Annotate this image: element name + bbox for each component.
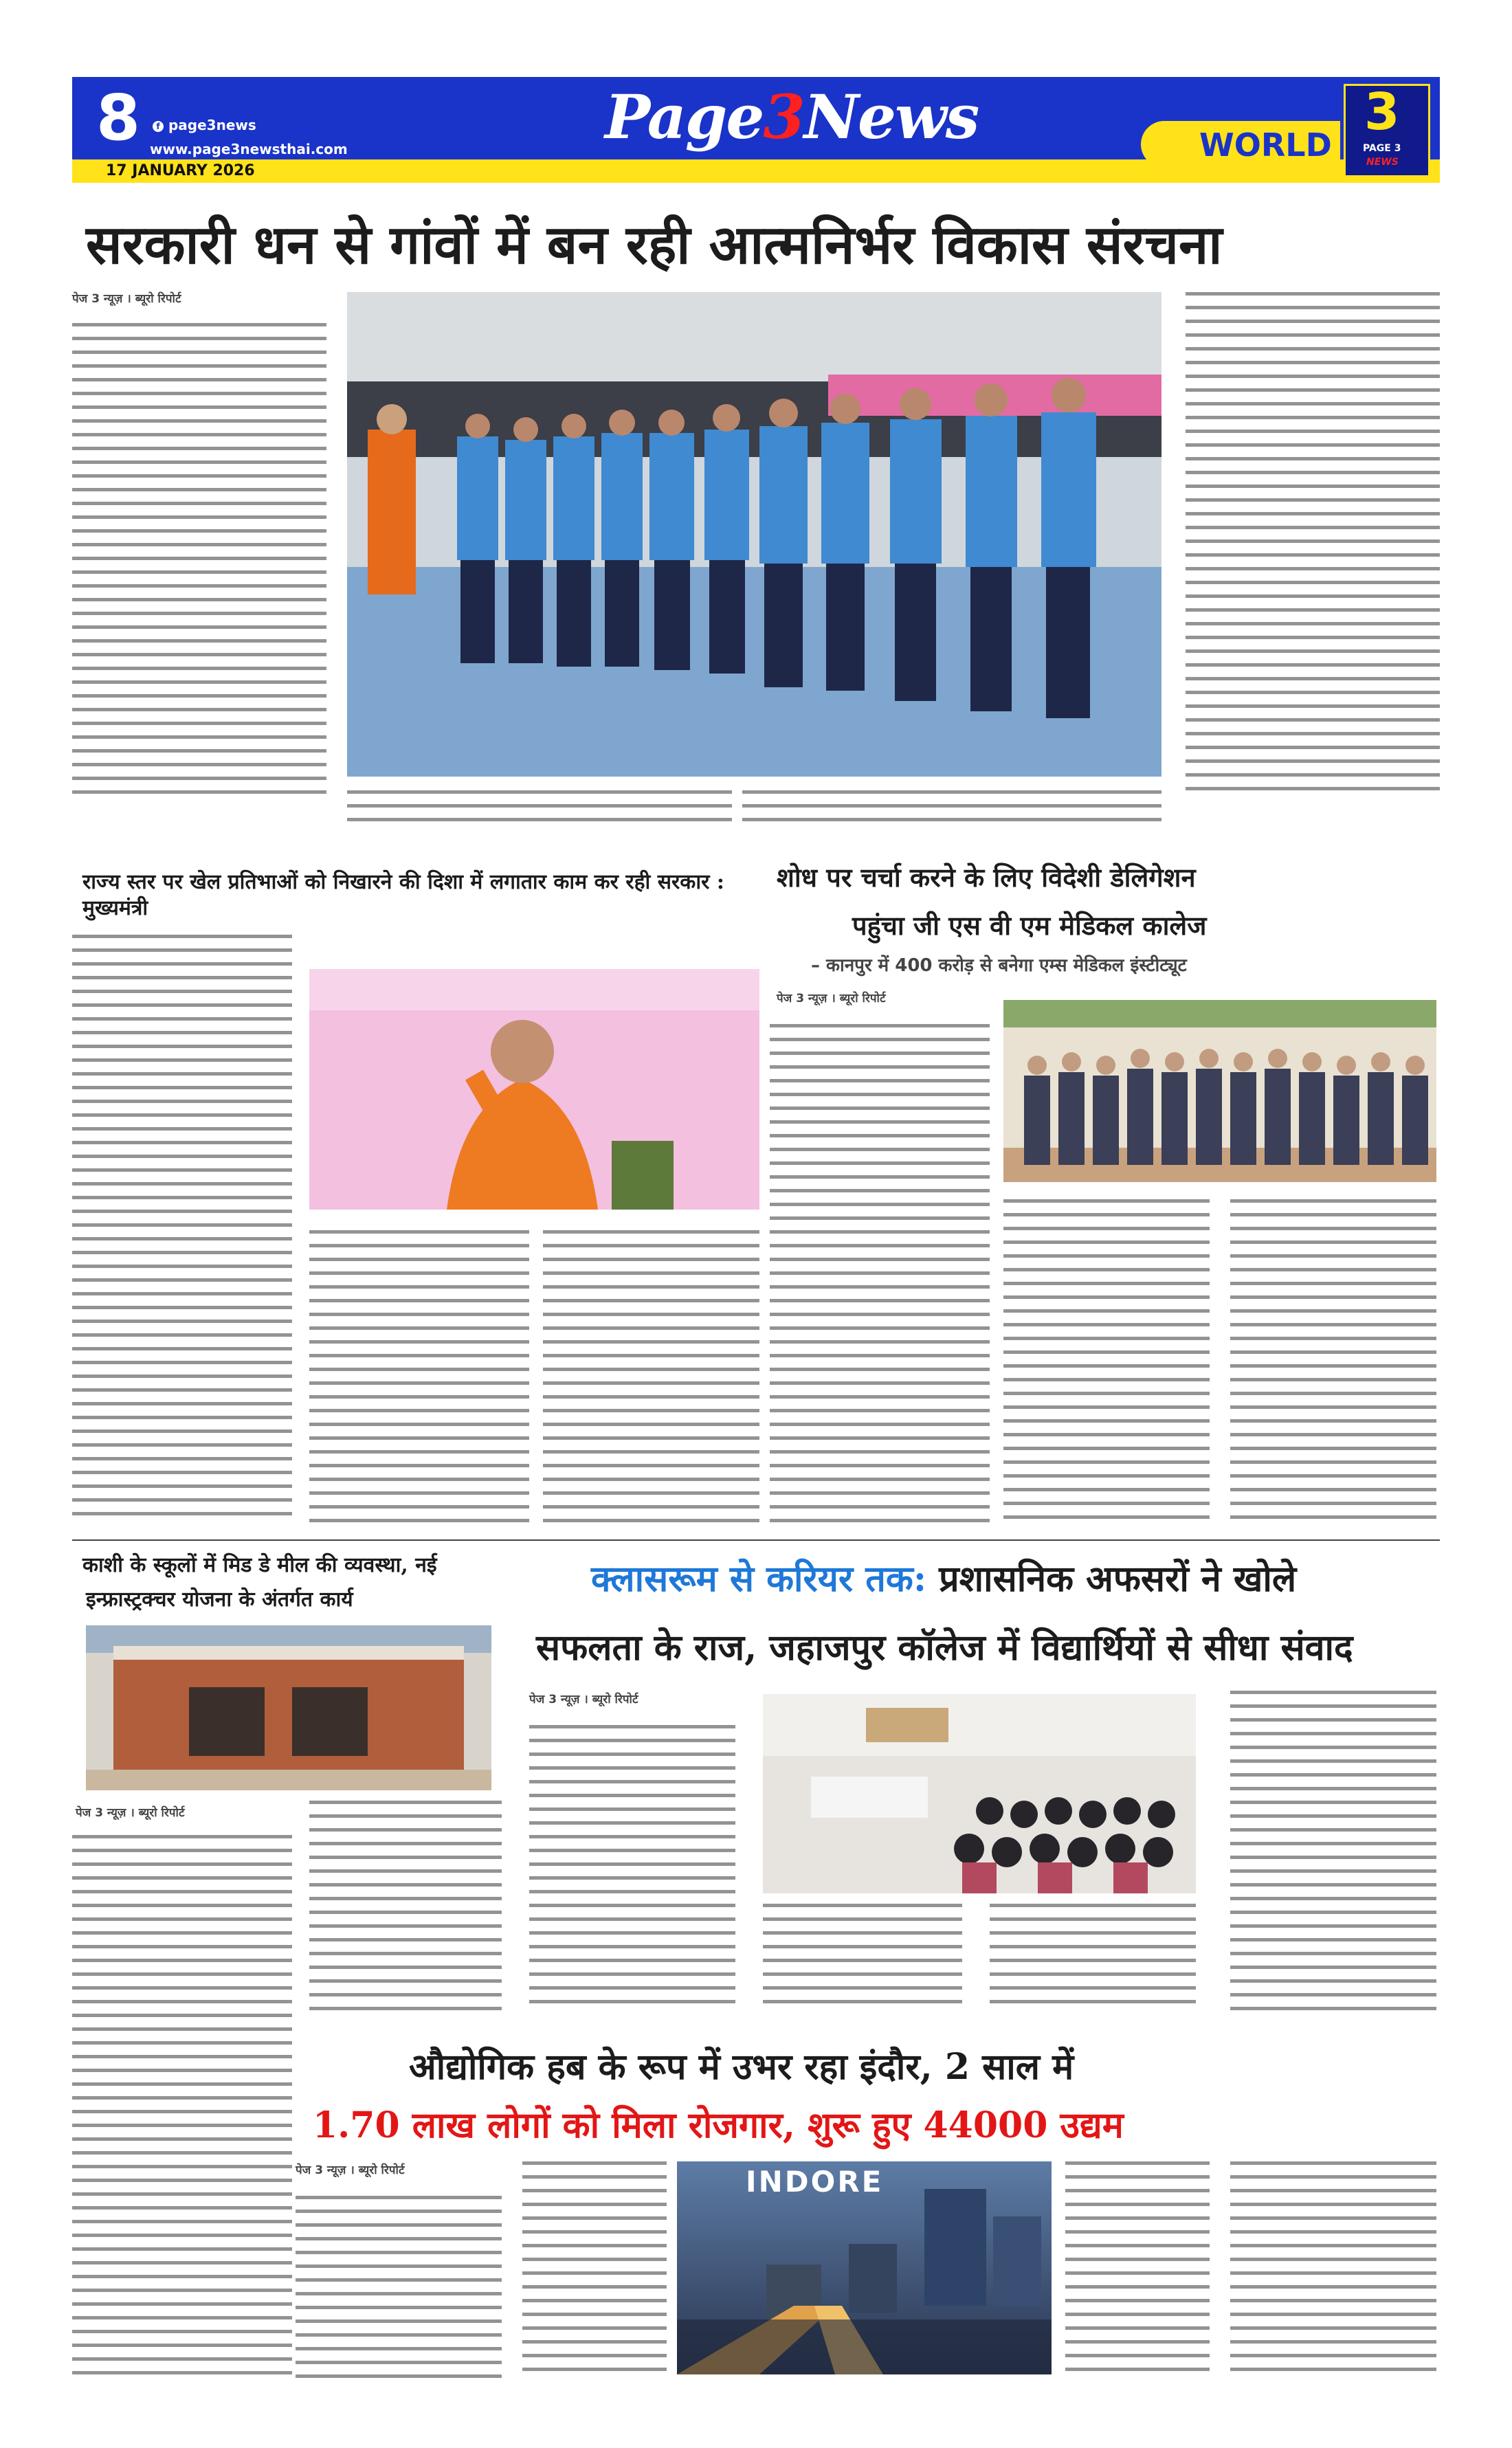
medical-byline: पेज 3 न्यूज़ । ब्यूरो रिपोर्ट <box>777 992 886 1005</box>
building-photo <box>86 1625 491 1790</box>
career-column-3 <box>990 1904 1196 2014</box>
lead-headline: सरकारी धन से गांवों में बन रही आत्मनिर्भर विकास संरचना <box>86 214 1223 276</box>
medical-column-3 <box>1230 1199 1436 1526</box>
indore-column-1 <box>296 2196 502 2378</box>
social-handle <box>153 117 256 133</box>
logo-number: 3 <box>1364 82 1400 142</box>
medical-column-2 <box>1003 1199 1210 1526</box>
logo-news: NEWS <box>1366 157 1399 168</box>
social-handle-text: page3news <box>168 117 256 133</box>
lead-byline: पेज 3 न्यूज़ । ब्यूरो रिपोर्ट <box>72 292 181 306</box>
career-column-4 <box>1230 1691 1436 2014</box>
career-headline-2: सफलता के राज, जहाजपुर कॉलेज में विद्यार्थियों से सीधा संवाद <box>536 1627 1353 1669</box>
sports-team-photo <box>347 292 1161 777</box>
delegation-group-photo <box>1003 1000 1436 1182</box>
yogi-column-3 <box>543 1230 759 1526</box>
medical-headline-1: शोध पर चर्चा करने के लिए विदेशी डेलिगेशन <box>777 862 1196 893</box>
classroom-photo <box>763 1694 1196 1893</box>
career-headline-1 <box>591 1553 1296 1602</box>
indore-column-2 <box>522 2161 667 2378</box>
section-divider <box>72 1539 1440 1541</box>
brand-prefix: Page <box>605 81 764 153</box>
indore-photo-label: INDORE <box>746 2165 884 2199</box>
building-column-2 <box>309 1801 502 2014</box>
career-column-1 <box>529 1725 735 2014</box>
building-headline-2: इन्फ्रास्ट्रक्चर योजना के अंतर्गत कार्य <box>86 1588 353 1612</box>
indore-column-3 <box>1065 2161 1210 2378</box>
medical-column-1 <box>770 1024 990 1526</box>
facebook-icon: f <box>153 121 164 132</box>
newspaper-brand <box>605 81 978 153</box>
lead-column-3 <box>1186 292 1440 794</box>
page-number: 8 <box>96 81 141 155</box>
lead-photo-caption <box>347 790 732 832</box>
career-column-2 <box>763 1904 962 2014</box>
section-label: WORLD <box>1199 126 1332 164</box>
lead-column-1 <box>72 323 326 797</box>
logo-subtitle: PAGE 3 <box>1363 143 1401 154</box>
indore-column-4 <box>1230 2161 1436 2378</box>
yogi-column-2 <box>309 1230 529 1526</box>
building-byline: पेज 3 न्यूज़ । ब्यूरो रिपोर्ट <box>76 1806 185 1820</box>
building-column-1 <box>72 1835 292 2385</box>
medical-headline-2: पहुंचा जी एस वी एम मेडिकल कालेज <box>852 910 1207 941</box>
indore-headline-1: औद्योगिक हब के रूप में उभर रहा इंदौर, 2 साल में <box>409 2046 1074 2088</box>
website-link[interactable]: www.page3newsthai.com <box>150 141 348 157</box>
speaker-photo <box>309 969 759 1210</box>
career-headline-rest: प्रशासनिक अफसरों ने खोले <box>939 1558 1297 1600</box>
yogi-column-1 <box>72 935 292 1526</box>
career-byline: पेज 3 न्यूज़ । ब्यूरो रिपोर्ट <box>529 1693 638 1706</box>
brand-number: 3 <box>763 81 804 153</box>
lead-text-strip <box>742 790 1161 832</box>
medical-subhead: – कानपुर में 400 करोड़ से बनेगा एम्स मेडिकल इंस्टीट्यूट <box>811 955 1187 976</box>
issue-date: 17 JANUARY 2026 <box>102 162 259 179</box>
brand-suffix: News <box>803 81 979 153</box>
indore-headline-2: 1.70 लाख लोगों को मिला रोजगार, शुरू हुए 44000 उद्यम <box>313 2104 1124 2146</box>
indore-byline: पेज 3 न्यूज़ । ब्यूरो रिपोर्ट <box>296 2163 405 2177</box>
yogi-headline: राज्य स्तर पर खेल प्रतिभाओं को निखारने की दिशा में लगातार काम कर रही सरकार : मुख्यमंत्री <box>82 870 724 920</box>
career-headline-blue: क्लासरूम से करियर तक: <box>591 1558 927 1600</box>
building-headline-1: काशी के स्कूलों में मिड डे मील की व्यवस्था, नई <box>82 1553 437 1577</box>
